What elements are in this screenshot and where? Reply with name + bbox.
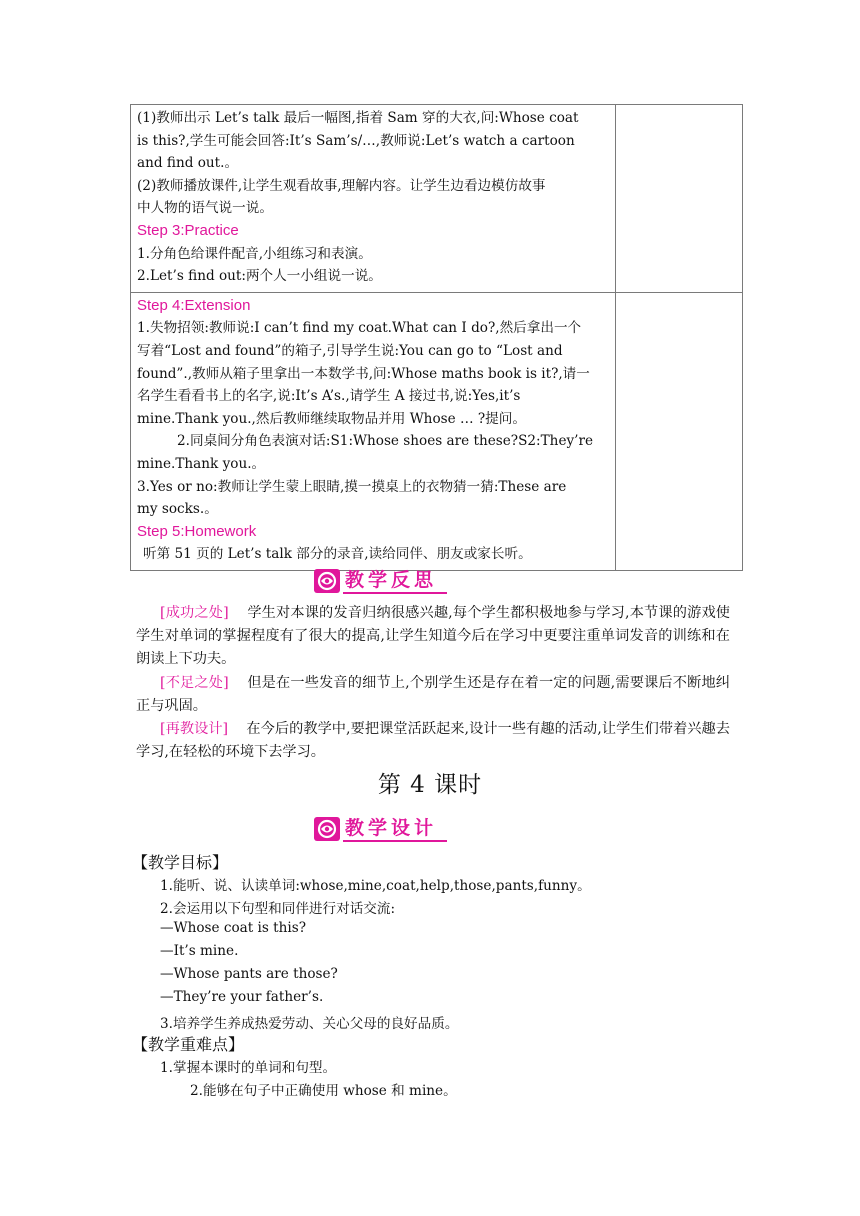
text-line: mine.Thank you.,然后教师继续取物品并用 Whose … ?提问。 <box>137 410 526 427</box>
text-line: is this?,学生可能会回答:It’s Sam’s/…,教师说:Let’s watch a cartoon <box>137 132 575 149</box>
shortfall-text: 但是在一些发音的细节上,个别学生还是存在着一定的问题,需要课后不断地纠正与巩固。 <box>136 675 730 715</box>
goal-item: —It’s mine. <box>160 943 239 959</box>
text-line: 3.Yes or no:教师让学生蒙上眼睛,摸一摸桌上的衣物猜一猜:These are <box>137 478 567 495</box>
goals-heading: 【教学目标】 <box>132 853 229 872</box>
shortfall-tag: [不足之处] <box>160 675 229 691</box>
step-heading: Step 5:Homework <box>137 522 257 540</box>
text-line: my socks.。 <box>137 501 218 518</box>
goal-item: —Whose pants are those? <box>160 966 338 982</box>
success-tag: [成功之处] <box>160 605 229 621</box>
text-line: 2.同桌间分角色表演对话:S1:Whose shoes are these?S2:They’re <box>177 433 594 450</box>
step-heading: Step 3:Practice <box>137 221 239 239</box>
step-heading: Step 4:Extension <box>137 296 251 314</box>
key-point-item: 2.能够在句子中正确使用 whose 和 mine。 <box>190 1083 457 1099</box>
text-line: mine.Thank you.。 <box>137 455 266 472</box>
table-row <box>131 292 743 570</box>
swirl-logo-icon <box>314 569 340 593</box>
swirl-logo-icon <box>314 817 340 841</box>
goal-item: 2.会运用以下句型和同伴进行对话交流: <box>160 901 396 917</box>
text-line: 2.Let’s find out:两个人一小组说一说。 <box>137 268 382 285</box>
success-paragraph <box>136 602 730 672</box>
goal-item: 3.培养学生养成热爱劳动、关心父母的良好品质。 <box>160 1016 459 1032</box>
notes-cell <box>616 105 743 293</box>
key-point-item: 1.掌握本课时的单词和句型。 <box>160 1060 337 1076</box>
text-line: (2)教师播放课件,让学生观看故事,理解内容。让学生边看边模仿故事 <box>137 177 546 194</box>
table-row <box>131 105 743 293</box>
lesson-plan-table <box>130 104 743 571</box>
banner-title: 教学反思 <box>343 568 447 594</box>
redesign-text: 在今后的教学中,要把课堂活跃起来,设计一些有趣的活动,让学生们带着兴趣去学习,在轻松的环境下去学习。 <box>136 721 730 761</box>
text-line: 名学生看看书上的名字,说:It’s A’s.,请学生 A 接过书,说:Yes,it’s <box>137 388 521 405</box>
text-line: 听第 51 页的 Let’s talk 部分的录音,读给同伴、朋友或家长听。 <box>143 546 532 563</box>
redesign-tag: [再教设计] <box>160 721 229 737</box>
text-line: found”.,教师从箱子里拿出一本数学书,问:Whose maths book is it?,请一 <box>137 365 590 382</box>
text-line: 1.分角色给课件配音,小组练习和表演。 <box>137 245 372 262</box>
text-line: 中人物的语气说一说。 <box>137 200 273 217</box>
text-line: 1.失物招领:教师说:I can’t find my coat.What can I do?,然后拿出一个 <box>137 320 582 337</box>
notes-cell <box>616 292 743 570</box>
goal-item: 1.能听、说、认读单词:whose,mine,coat,help,those,pants,funny。 <box>160 878 591 894</box>
shortfall-paragraph <box>136 672 730 718</box>
text-line: (1)教师出示 Let’s talk 最后一幅图,指着 Sam 穿的大衣,问:Whose coat <box>137 110 579 126</box>
redesign-paragraph <box>136 718 730 764</box>
goal-item: —They’re your father’s. <box>160 989 324 1005</box>
banner-title: 教学设计 <box>343 816 447 842</box>
lesson-title: 第 4 课时 <box>377 772 483 798</box>
reflection-banner <box>314 568 447 594</box>
text-line: 写着“Lost and found”的箱子,引导学生说:You can go to “Lost and <box>137 342 563 359</box>
procedure-cell <box>131 292 616 570</box>
design-banner <box>314 816 447 842</box>
procedure-cell <box>131 105 616 293</box>
text-line: and find out.。 <box>137 155 239 172</box>
goal-item: —Whose coat is this? <box>160 920 307 936</box>
success-text: 学生对本课的发音归纳很感兴趣,每个学生都积极地参与学习,本节课的游戏使学生对单词的掌握程度有了很大的提高,让学生知道今后在学习中更要注重单词发音的训练和在朗读上下功夫。 <box>136 605 730 668</box>
key-points-heading: 【教学重难点】 <box>132 1035 245 1054</box>
